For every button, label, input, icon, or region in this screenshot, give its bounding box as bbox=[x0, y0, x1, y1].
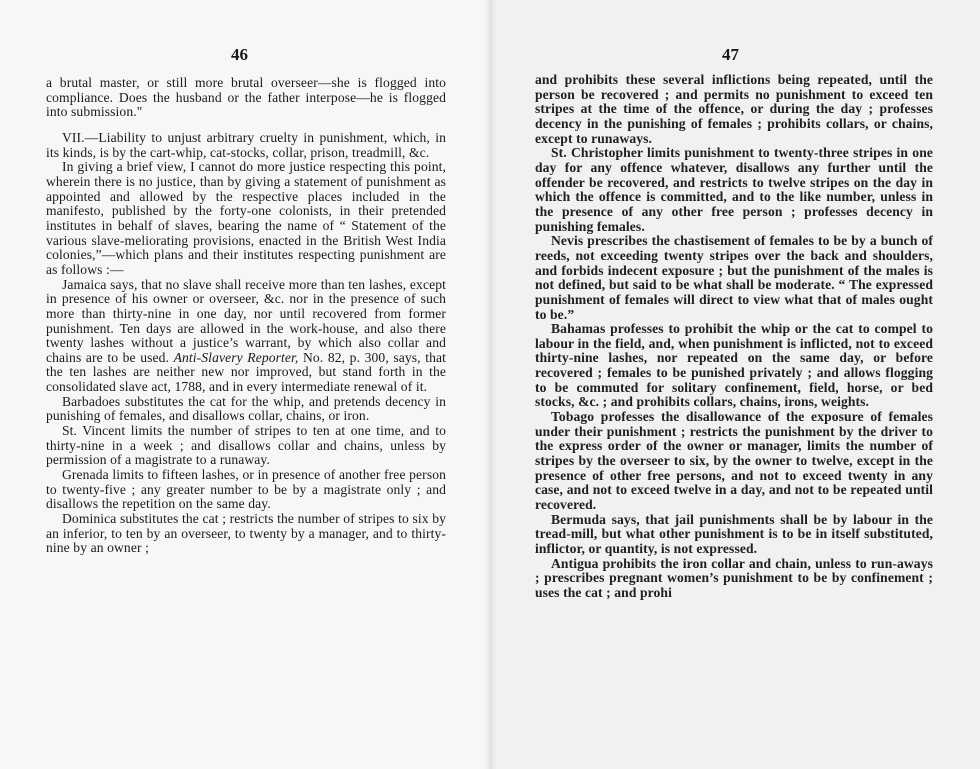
left-page-number: 46 bbox=[231, 45, 248, 64]
right-page-number: 47 bbox=[722, 45, 739, 64]
paragraph-section-heading: VII.—Liability to unjust arbitrary cruelty in punishment, which, in its kinds, is by the cart-whip, cat-stocks, collar, prison, treadmill, &c. bbox=[46, 129, 446, 160]
paragraph: a brutal master, or still more brutal overseer—she is flogged into compliance. Does the husband or the father interpose—he is flogged into submission." bbox=[46, 75, 446, 120]
paragraph: Barbadoes substitutes the cat for the whip, and pretends decency in punishing of females, and disallows collar, chains, or iron. bbox=[46, 393, 446, 424]
paragraph-jamaica bbox=[46, 278, 446, 395]
paragraph: and prohibits these several inflictions being repeated, until the person be recovered ; and permits no punishment to exceed ten stripes at the time of the offence, or during the day ; professes decency in the punishing of females ; prohibits collars, or chains, except to runaways. bbox=[535, 72, 933, 146]
paragraph: Dominica substitutes the cat ; restricts the number of stripes to six by an inferior, to ten by an overseer, to twenty by a manager, and to thirty-nine by an owner ; bbox=[46, 511, 446, 556]
left-page-text bbox=[46, 76, 446, 556]
citation-title: Anti-Slavery Reporter, bbox=[173, 349, 299, 365]
paragraph: St. Vincent limits the number of stripes to ten at one time, and to thirty-nine in a week ; and disallows collar and chains, unless by permission of a magistrate to a runaway. bbox=[46, 423, 446, 468]
right-page bbox=[490, 0, 980, 769]
paragraph: Bermuda says, that jail punishments shall be by labour in the tread-mill, but what other punishment is to be in itself substituted, inflictor, or quantity, is not expressed. bbox=[535, 511, 933, 556]
paragraph: St. Christopher limits punishment to twenty-three stripes in one day for any offence whatever, disallows any further until the offender be recovered, and restricts to twelve stripes on the day in which the offence is committed, and to the like number, unless in the presence of any other free person ; professes decency in punishing females. bbox=[535, 145, 933, 234]
jamaica-text: Jamaica says, that no slave shall receive more than ten lashes, except in presence of his owner or overseer, &c. nor in the presence of such more than thirty-nine in one day, nor until recovered from former punishment. Ten days are allowed in the work-house, and also there twenty lashes without a justice’s warrant, by which also collar and chains are to be used. bbox=[46, 276, 446, 365]
right-page-text bbox=[535, 73, 933, 601]
citation-text: No. 82, p. 300, says, that the ten lashes are neither new nor improved, but stand forth in the consolidated slave act, 1788, and in every intermediate renewal of it. bbox=[46, 349, 447, 395]
paragraph: Nevis prescribes the chastisement of females to be by a bunch of reeds, not exceeding twenty stripes over the back and shoulders, and forbids indecent exposure ; but the punishment of the males is not defined, but said to be what shall be moderate. “ The expressed punishment of females will direct to view what that of males ought to be.” bbox=[535, 233, 933, 322]
paragraph: Bahamas professes to prohibit the whip or the cat to compel to labour in the field, and, when punishment is inflicted, not to exceed thirty-nine lashes, nor repeated on the same day, or before recovered ; females to be punished privately ; and allows flogging to be commuted for solitary confinement, field, horse, or bed stocks, &c. ; and prohibits collars, chains, irons, weights. bbox=[535, 321, 933, 410]
paragraph: Antigua prohibits the iron collar and chain, unless to run-aways ; prescribes pregnant women’s punishment to be by confinement ; uses the cat ; and prohi bbox=[535, 555, 933, 600]
paragraph: Tobago professes the disallowance of the exposure of females under their punishment ; restricts the punishment by the driver to the express order of the owner or manager, limits the number of stripes by the overseer to six, by the owner to twelve, except in the presence of other free persons, and not to exceed twenty in any case, and not to exceed twelve in a day, and not to be repeated until recovered. bbox=[535, 409, 933, 513]
book-gutter bbox=[484, 0, 496, 769]
paragraph: Grenada limits to fifteen lashes, or in presence of another free person to twenty-five ; any greater number to be by a magistrate only ; and disallows the repetition on the same day. bbox=[46, 467, 446, 512]
paragraph: In giving a brief view, I cannot do more justice respecting this point, wherein there is no justice, than by giving a statement of punishment as appointed and allowed by the respective places included in the manifesto, published by the forty-one colonists, in their pretended institutes in behalf of slaves, bearing the name of “ Statement of the various slave-meliorating provisions, enacted in the British West India colonies,”—which plans and their institutes respecting punishment are as follows :— bbox=[46, 159, 446, 277]
